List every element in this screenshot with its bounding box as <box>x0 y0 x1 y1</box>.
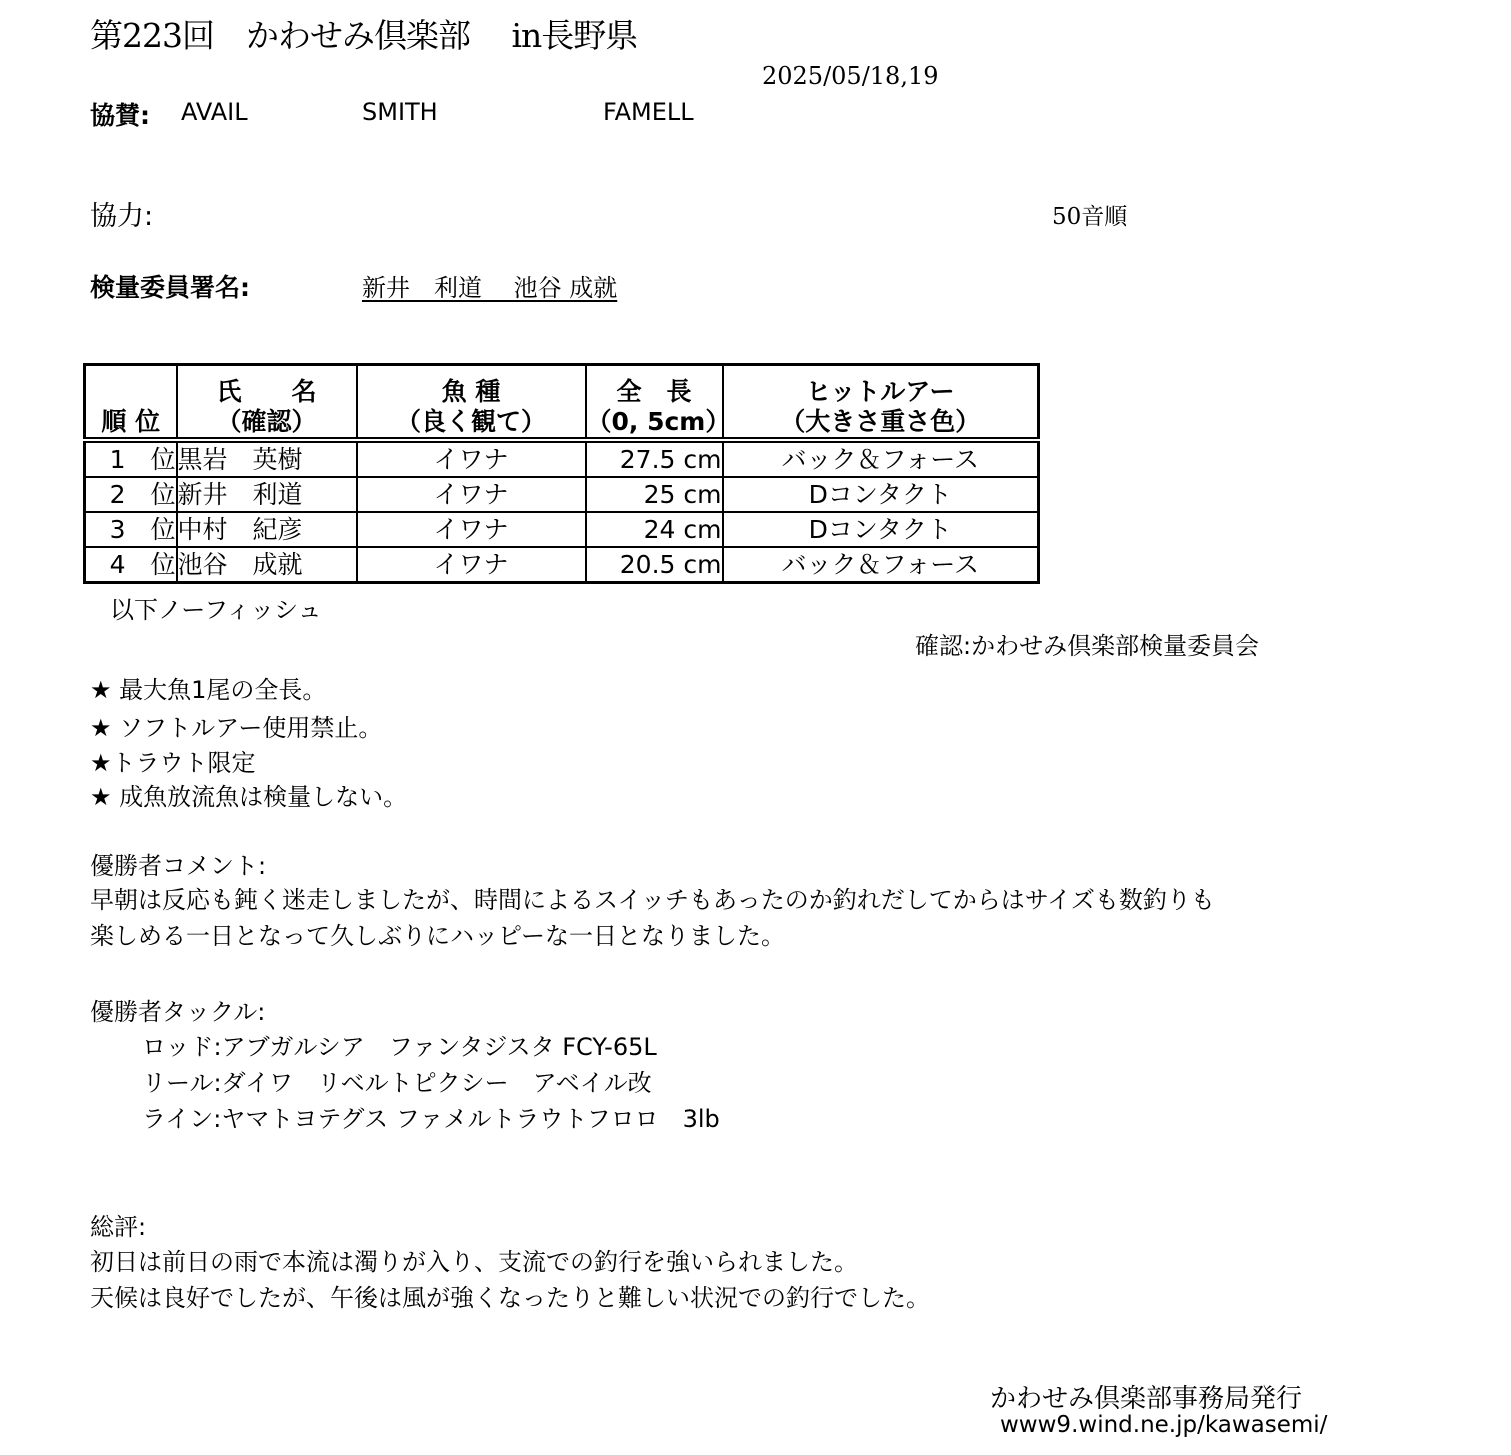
review-line: 初日は前日の雨で本流は濁りが入り、支流での釣行を強いられました。 <box>90 1248 858 1276</box>
species-cell: イワナ <box>357 477 586 512</box>
sponsor-famell: FAMELL <box>603 98 694 126</box>
table-row <box>85 440 1039 477</box>
species-cell: イワナ <box>357 440 586 477</box>
review-label: 総評: <box>90 1213 147 1241</box>
name-cell: 中村 紀彦 <box>177 512 357 547</box>
length-cell: 27.5 cm <box>586 440 723 477</box>
table-row <box>85 477 1039 512</box>
publisher: かわせみ倶楽部事務局発行 <box>990 1384 1303 1414</box>
sponsor-avail: AVAIL <box>181 98 248 126</box>
page-title: 第223回 かわせみ倶楽部 in長野県 <box>90 16 638 55</box>
header-name: 氏 名 （確認） <box>177 365 357 441</box>
header-length: 全 長 （0, 5cm） <box>586 365 723 441</box>
review-line: 天候は良好でしたが、午後は風が強くなったりと難しい状況での釣行でした。 <box>90 1284 930 1312</box>
results-header-row <box>85 365 1039 441</box>
sponsor-smith: SMITH <box>362 98 438 126</box>
tackle-rod: ロッド:アブガルシア ファンタジスタ FCY-65L <box>142 1033 657 1061</box>
results-table <box>83 363 1040 584</box>
judges-signature: 新井 利道 池谷 成就 <box>362 274 618 302</box>
rule-item: ★ ソフトルアー使用禁止。 <box>90 714 383 742</box>
species-cell: イワナ <box>357 547 586 583</box>
rule-item: ★ 成魚放流魚は検量しない。 <box>90 783 408 811</box>
rule-item: ★トラウト限定 <box>90 749 256 777</box>
cooperation-label: 協力: <box>90 201 154 232</box>
rank-cell: 3 位 <box>85 512 177 547</box>
tackle-line: ライン:ヤマトヨテグス ファメルトラウトフロロ 3lb <box>142 1105 720 1133</box>
rank-cell: 2 位 <box>85 477 177 512</box>
lure-cell: Dコンタクト <box>723 477 1039 512</box>
length-cell: 24 cm <box>586 512 723 547</box>
website-link[interactable]: www9.wind.ne.jp/kawasemi/ <box>1000 1412 1328 1438</box>
sponsor-label: 協賛: <box>90 101 150 130</box>
table-row <box>85 547 1039 583</box>
no-fish-note: 以下ノーフィッシュ <box>110 596 322 624</box>
event-date: 2025/05/18,19 <box>762 62 939 90</box>
rank-cell: 4 位 <box>85 547 177 583</box>
lure-cell: Dコンタクト <box>723 512 1039 547</box>
name-cell: 黒岩 英樹 <box>177 440 357 477</box>
length-cell: 20.5 cm <box>586 547 723 583</box>
length-cell: 25 cm <box>586 477 723 512</box>
judges-label: 検量委員署名: <box>90 273 250 302</box>
rule-item: ★ 最大魚1尾の全長。 <box>90 676 327 704</box>
lure-cell: バック＆フォース <box>723 547 1039 583</box>
winner-comment-label: 優勝者コメント: <box>90 852 267 880</box>
order-note: 50音順 <box>1052 204 1128 230</box>
winner-comment-line: 早朝は反応も鈍く迷走しましたが、時間によるスイッチもあったのか釣れだしてからはサイズも数釣りも <box>90 886 1215 914</box>
species-cell: イワナ <box>357 512 586 547</box>
name-cell: 池谷 成就 <box>177 547 357 583</box>
rank-cell: 1 位 <box>85 440 177 477</box>
name-cell: 新井 利道 <box>177 477 357 512</box>
lure-cell: バック＆フォース <box>723 440 1039 477</box>
tackle-reel: リール:ダイワ リベルトピクシー アベイル改 <box>142 1069 652 1097</box>
header-lure: ヒットルアー （大きさ重さ色） <box>723 365 1039 441</box>
table-row <box>85 512 1039 547</box>
winner-tackle-label: 優勝者タックル: <box>90 998 266 1026</box>
header-rank: 順 位 <box>85 365 177 441</box>
header-species: 魚 種 （良く観て） <box>357 365 586 441</box>
confirmation-note: 確認:かわせみ倶楽部検量委員会 <box>915 632 1260 660</box>
winner-comment-line: 楽しめる一日となって久しぶりにハッピーな一日となりました。 <box>90 922 786 950</box>
